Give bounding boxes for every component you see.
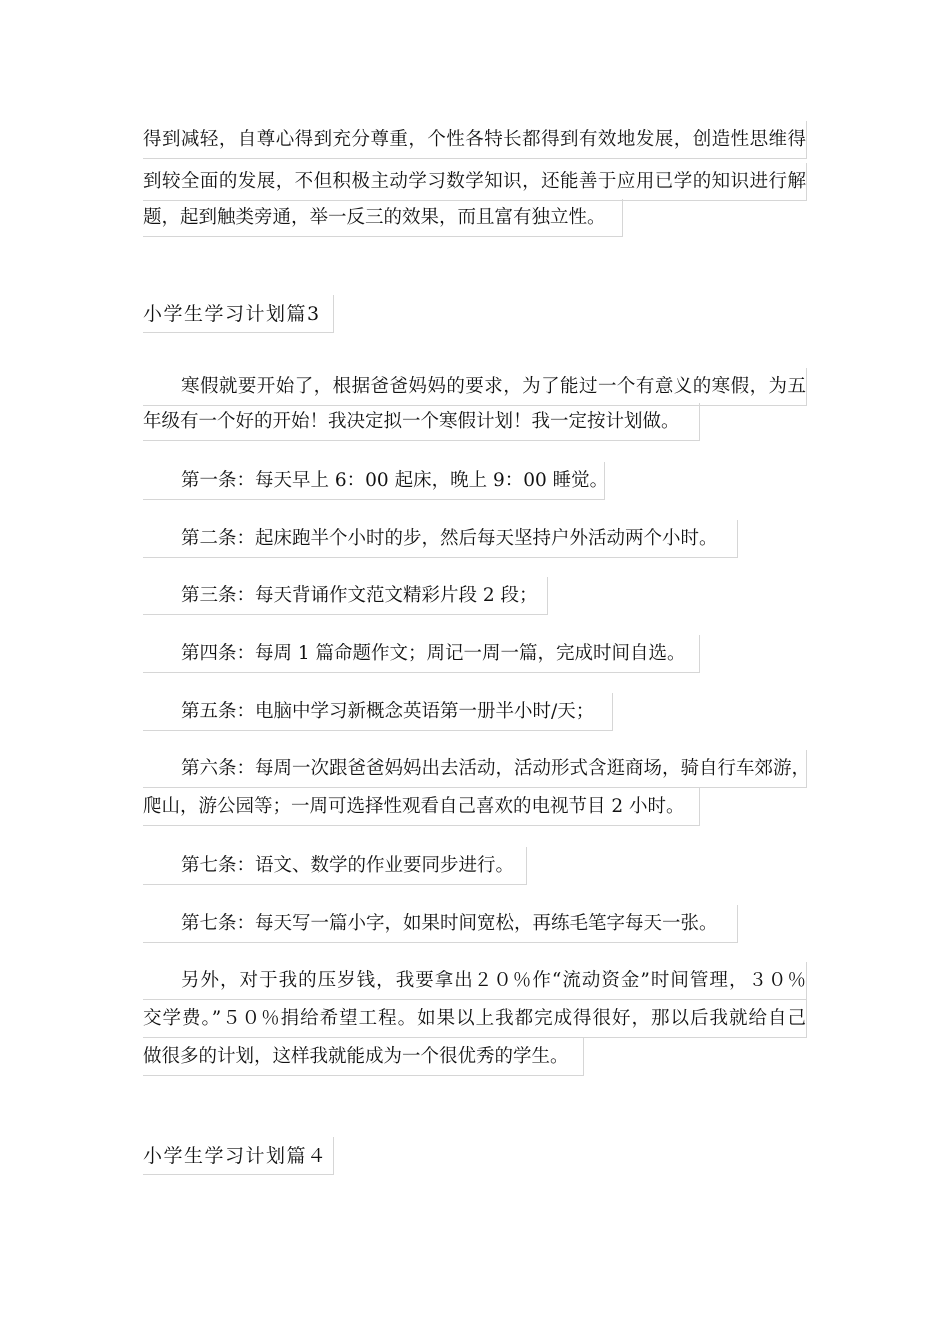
section-heading-3: 小学生学习计划篇3 (143, 295, 334, 333)
paragraph-line: 年级有一个好的开始！我决定拟一个寒假计划！我一定按计划做。 (143, 403, 700, 441)
plan-item: 第六条：每周一次跟爸爸妈妈出去活动，活动形式含逛商场，骑自行车郊游， (143, 750, 807, 788)
plan-item: 第一条：每天早上 6：00 起床，晚上 9：00 睡觉。 (143, 462, 605, 500)
paragraph-line: 得到减轻，自尊心得到充分尊重，个性各特长都得到有效地发展，创造性思维得 (143, 121, 807, 159)
plan-item: 第二条：起床跑半个小时的步，然后每天坚持户外活动两个小时。 (143, 520, 738, 558)
paragraph-line: 做很多的计划，这样我就能成为一个很优秀的学生。 (143, 1038, 584, 1076)
plan-item: 第七条：语文、数学的作业要同步进行。 (143, 847, 527, 885)
paragraph-line: 题，起到触类旁通，举一反三的效果，而且富有独立性。 (143, 199, 623, 237)
section-heading-4: 小学生学习计划篇４ (143, 1137, 334, 1175)
paragraph-line: 另外，对于我的压岁钱，我要拿出２０％作“流动资金”时间管理，３０％ (143, 962, 807, 1000)
plan-item: 第三条：每天背诵作文范文精彩片段 2 段； (143, 577, 548, 615)
paragraph-line: 寒假就要开始了，根据爸爸妈妈的要求，为了能过一个有意义的寒假，为五 (143, 368, 807, 406)
plan-item: 第七条：每天写一篇小字，如果时间宽松，再练毛笔字每天一张。 (143, 905, 738, 943)
paragraph-line: 到较全面的发展，不但积极主动学习数学知识，还能善于应用已学的知识进行解 (143, 163, 807, 201)
paragraph-line: 交学费。”５０％捐给希望工程。如果以上我都完成得很好，那以后我就给自己 (143, 1000, 807, 1038)
paragraph-line: 爬山，游公园等；一周可选择性观看自己喜欢的电视节目 2 小时。 (143, 788, 700, 826)
plan-item: 第四条：每周 1 篇命题作文；周记一周一篇，完成时间自选。 (143, 635, 700, 673)
plan-item: 第五条：电脑中学习新概念英语第一册半小时/天； (143, 693, 613, 731)
